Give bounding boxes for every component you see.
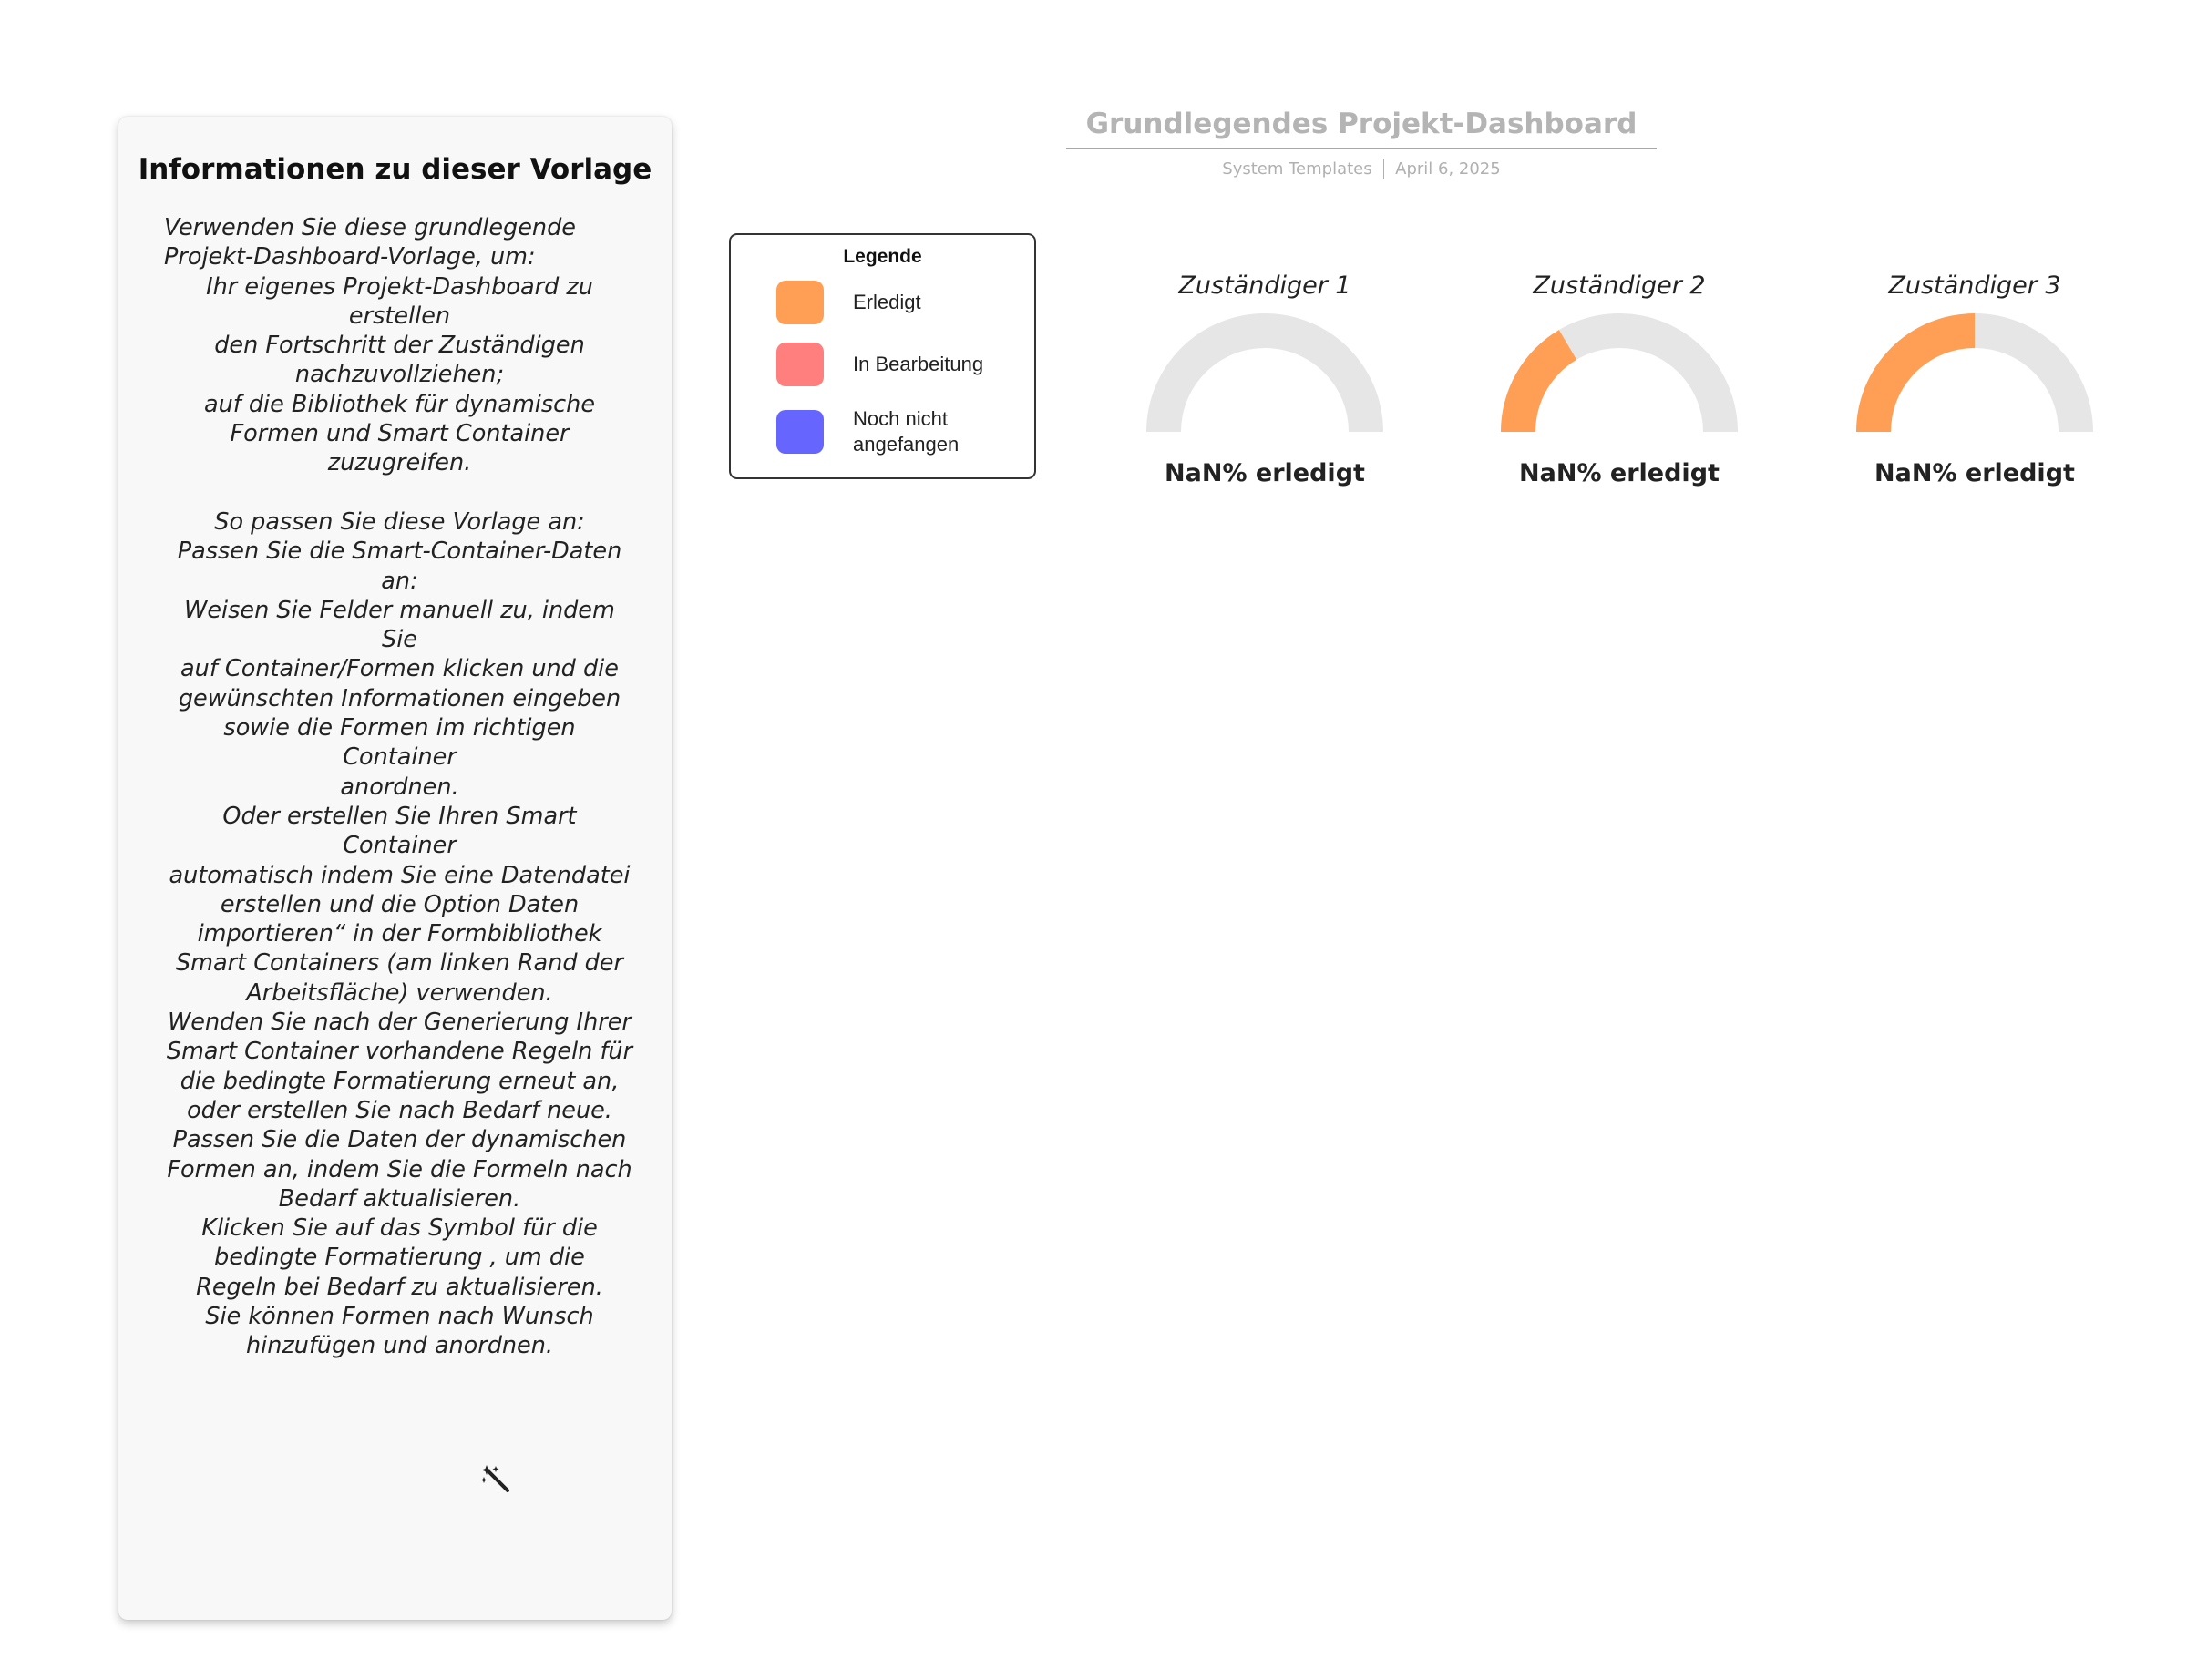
gauge-assignee-2[interactable] [1483,270,1756,507]
info-text-line: Sie können Formen nach Wunsch [205,1302,594,1330]
info-text-line: Smart Containers (am linken Rand der [176,949,623,978]
magic-wand-icon[interactable] [480,1463,511,1494]
info-text-line: Passen Sie die Smart-Container-Daten [177,538,622,566]
subtitle-separator [1383,159,1385,179]
info-text-line: Passen Sie die Daten der dynamischen [172,1126,627,1154]
info-text-line: anordnen. [340,773,459,801]
gauge-arc [1856,313,2093,437]
info-text-line: oder erstellen Sie nach Bedarf neue. [187,1096,612,1124]
info-text-line: Oder erstellen Sie Ihren Smart Container [222,802,577,860]
gauge-fill [1501,330,1576,432]
legend-item-not-started [776,406,1008,457]
template-date: April 6, 2025 [1395,159,1501,179]
info-text-line: Formen an, indem Sie die Formeln nach [167,1155,632,1183]
legend[interactable] [729,233,1036,479]
info-text-line: auf Container/Formen klicken und die [180,655,619,683]
info-text-line: an: [381,567,418,595]
info-text-line: automatisch indem Sie eine Datendatei [169,861,631,889]
info-text-line: Bedarf aktualisieren. [278,1184,521,1213]
info-panel-body [164,213,635,1361]
gauge-value: NaN% erledigt [1519,459,1720,487]
legend-label-done: Erledigt [853,291,921,313]
info-text-line: gewünschten Informationen eingeben [178,684,621,712]
legend-item-done [776,281,1008,324]
legend-item-in-progress [776,343,1008,386]
gauge-value: NaN% erledigt [1165,459,1365,487]
gauge-name: Zuständiger 1 [1178,271,1351,300]
template-source: System Templates [1222,159,1372,179]
legend-label-in-progress: In Bearbeitung [853,353,984,375]
dashboard-title: Grundlegendes Projekt-Dashboard [1085,108,1638,140]
info-text-line: Smart Container vorhandene Regeln für [166,1038,633,1066]
info-text-line: Arbeitsfläche) verwenden. [246,978,553,1007]
legend-label-not-started: Noch nicht angefangen [853,407,960,456]
title-divider [1066,148,1657,149]
info-text-line: zuzugreifen. [327,449,472,477]
info-panel-title: Informationen zu dieser Vorlage [138,153,652,186]
legend-title: Legende [843,246,922,267]
gauge-name: Zuständiger 3 [1888,271,2061,300]
gauge-arc [1501,313,1738,437]
info-text-line: nachzuvollziehen; [294,361,505,389]
info-text-line: den Fortschritt der Zuständigen [214,332,585,360]
info-text-line: Weisen Sie Felder manuell zu, indem Sie [184,596,615,654]
info-text-line: bedingte Formatierung , um die [214,1244,585,1272]
gauge-assignee-1[interactable] [1128,270,1402,507]
info-text-line: importieren“ in der Formbibliothek [197,920,602,948]
info-text-line: die bedingte Formatierung erneut an, [180,1067,620,1095]
gauge-track [1146,313,1383,432]
legend-swatch-done [776,281,824,324]
info-text-line: erstellen und die Option Daten [220,890,580,918]
info-text-line: auf die Bibliothek für dynamische [203,390,596,418]
gauge-fill [1856,313,1975,432]
info-text-line: Klicken Sie auf das Symbol für die [201,1214,598,1243]
info-text-line: Projekt-Dashboard-Vorlage, um: [164,243,536,271]
gauge-name: Zuständiger 2 [1533,271,1706,300]
gauge-arc [1146,313,1383,437]
info-text-line: erstellen [348,302,451,330]
info-text-line: hinzufügen und anordnen. [245,1332,554,1360]
info-text-line: Verwenden Sie diese grundlegende [164,214,576,241]
legend-swatch-in-progress [776,343,824,386]
legend-swatch-not-started [776,410,824,454]
info-text-line: Ihr eigenes Projekt-Dashboard zu [206,272,593,301]
info-spacer [164,478,635,507]
info-text-line: Formen und Smart Container [230,420,570,448]
gauge-assignee-3[interactable] [1838,270,2111,507]
gauge-value: NaN% erledigt [1874,459,2075,487]
info-text-line: So passen Sie diese Vorlage an: [214,507,585,536]
dashboard-subtitle [1066,159,1657,179]
template-info-panel [118,117,672,1620]
info-text-line: Wenden Sie nach der Generierung Ihrer [168,1009,631,1037]
info-text-line: sowie die Formen im richtigen Container [223,714,576,772]
info-text-line: Regeln bei Bedarf zu aktualisieren. [196,1273,603,1301]
